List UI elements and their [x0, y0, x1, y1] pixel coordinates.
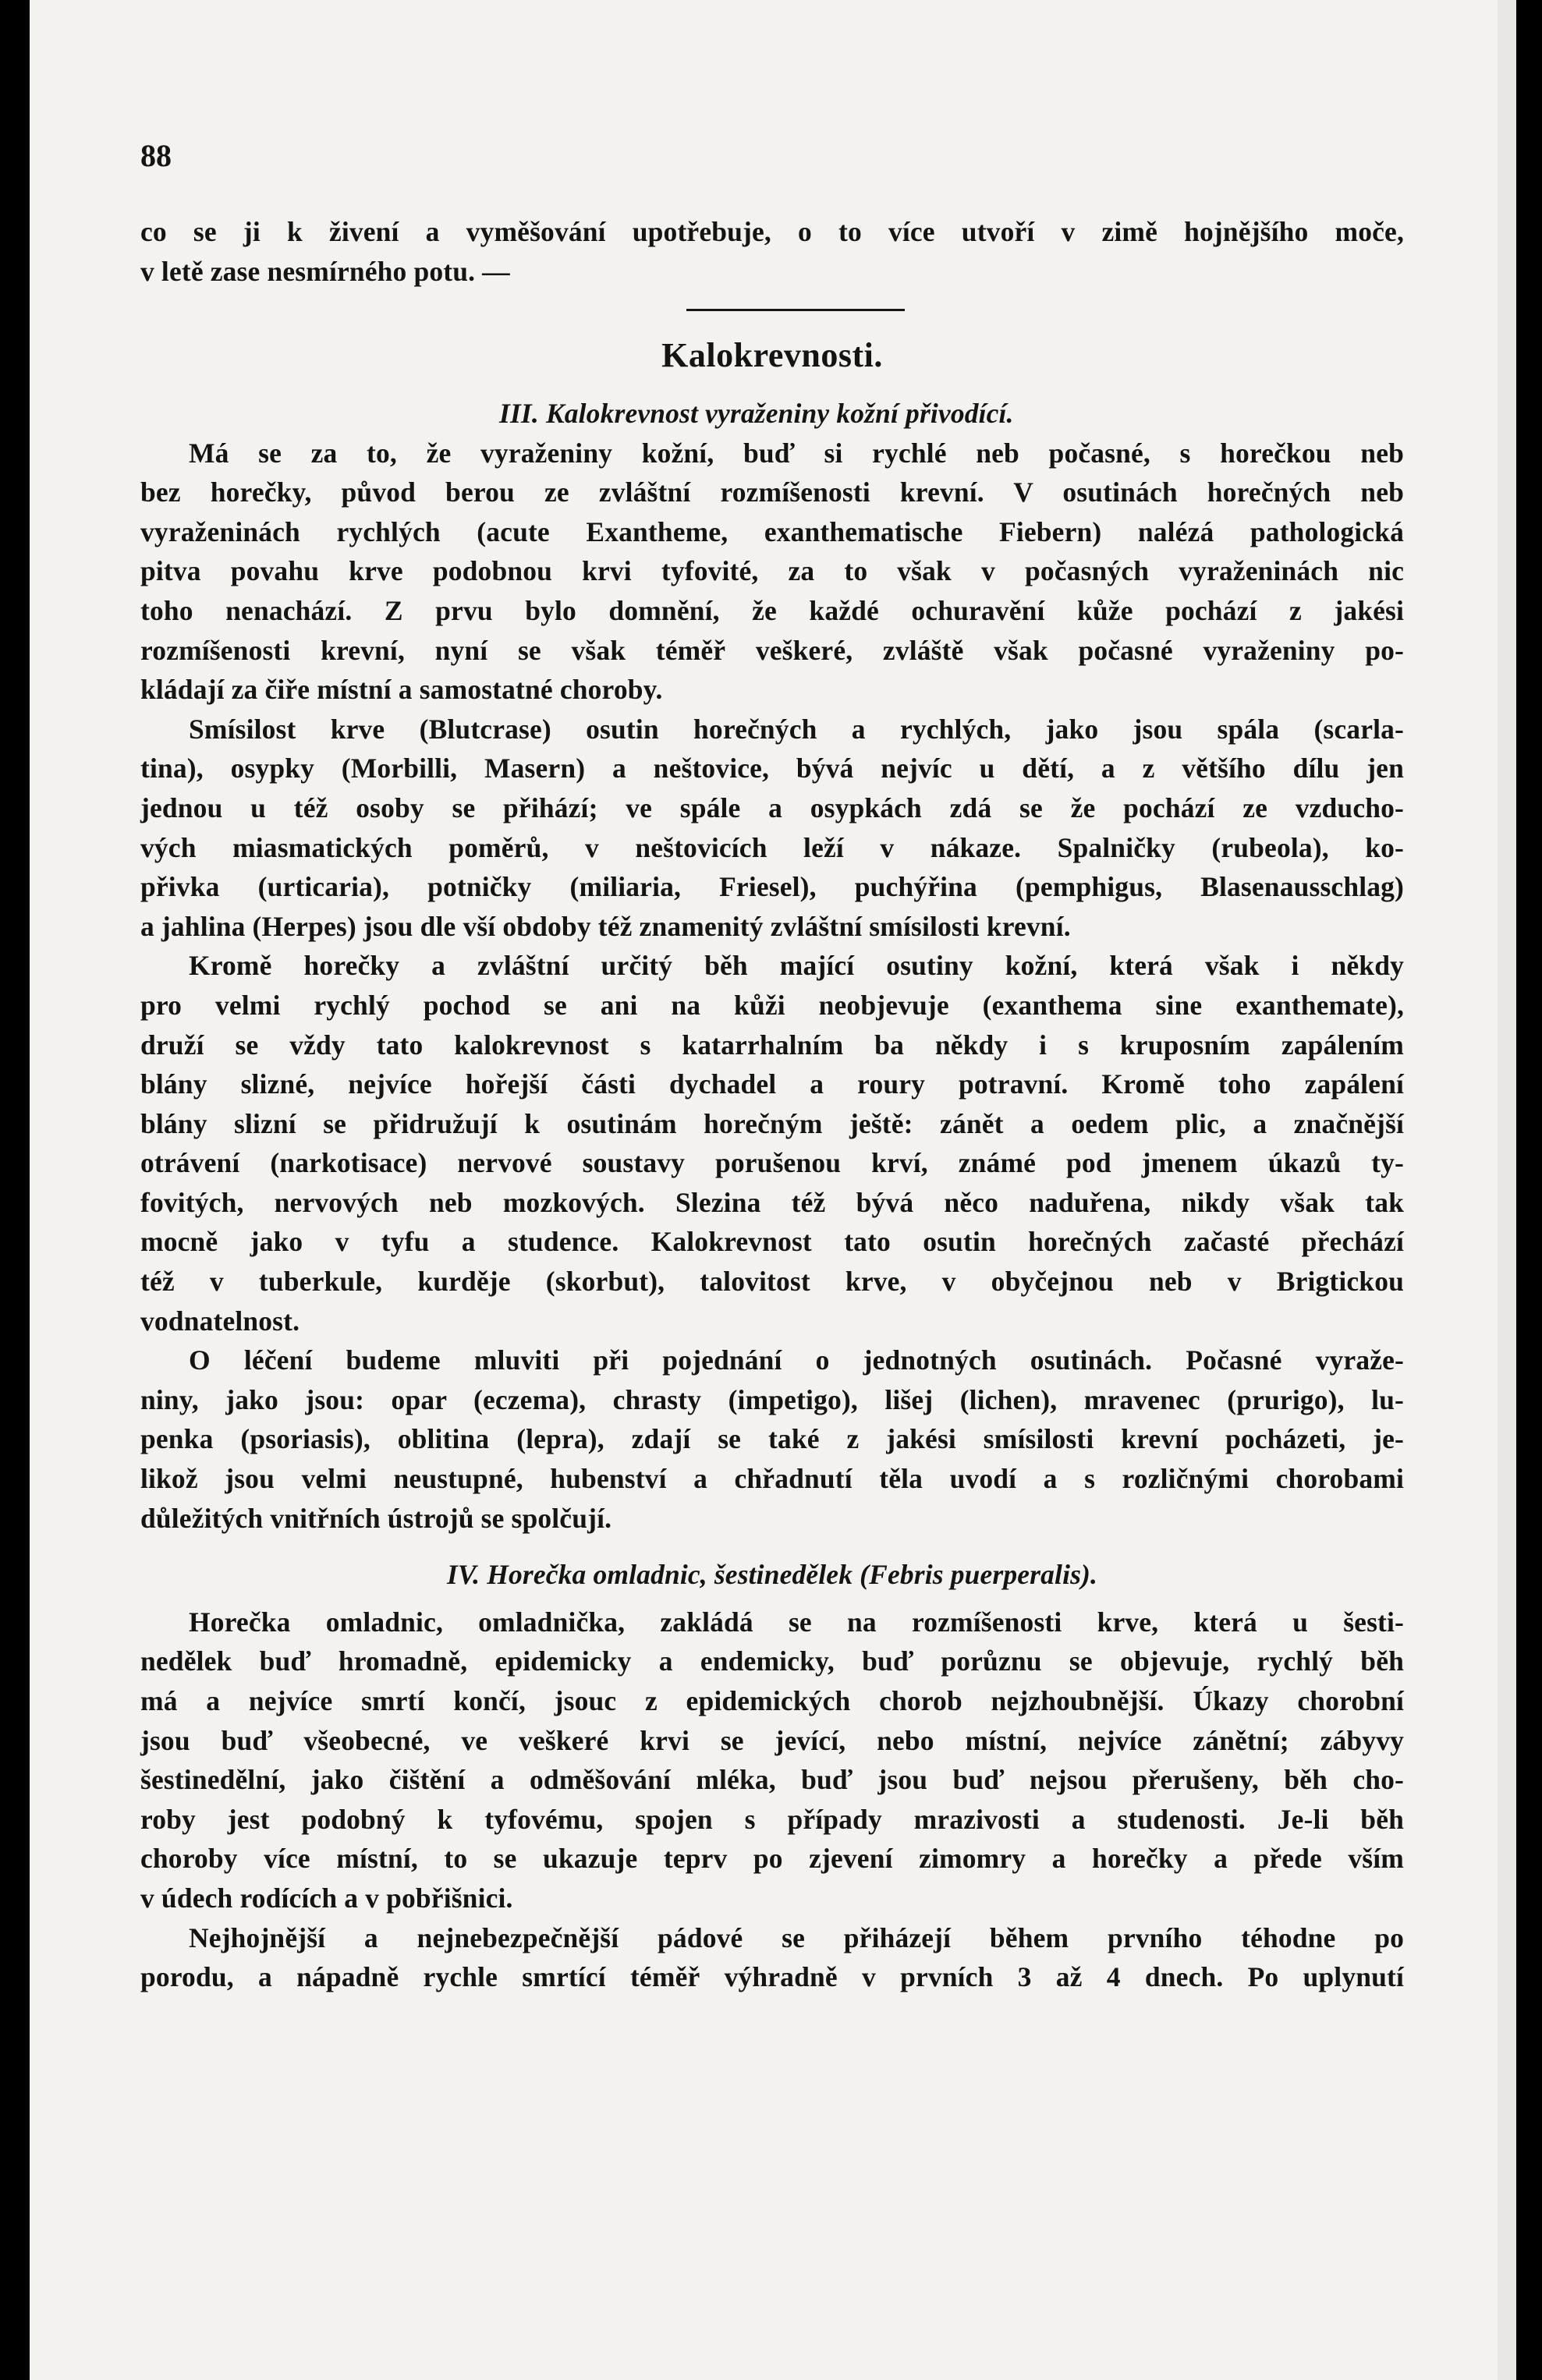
text-line: vodnatelnost.	[140, 1305, 300, 1337]
text-line: porodu, a nápadně rychle smrtící téměř výhradně v prvních 3 až 4 dnech. Po uplynutí	[140, 1961, 1404, 1993]
text-line: roby jest podobný k tyfovému, spojen s případy mrazivosti a studenosti. Je-li běh	[140, 1803, 1404, 1835]
spacer	[140, 1595, 1404, 1603]
text-line: otrávení (narkotisace) nervové soustavy porušenou krví, známé pod jmenem úkazů ty-	[140, 1147, 1404, 1179]
text-line: Kromě horečky a zvláštní určitý běh mající osutiny kožní, která však i někdy	[189, 950, 1404, 982]
text-line: v údech rodících a v pobřišnici.	[140, 1882, 513, 1914]
text-line: pro velmi rychlý pochod se ani na kůži neobjevuje (exanthema sine exanthemate),	[140, 989, 1404, 1021]
text-line: Nejhojnější a nejnebezpečnější pádové se přiházejí během prvního téhodne po	[189, 1921, 1404, 1953]
body-text	[140, 212, 1404, 291]
text-line: tina), osypky (Morbilli, Masern) a neštovice, bývá nejvíc u dětí, a z většího dílu jen	[140, 753, 1404, 784]
text-line: jednou u též osoby se přihází; ve spále a osypkách zdá se že pochází ze vzducho-	[140, 792, 1404, 823]
text-line: likož jsou velmi neustupné, hubenství a chřadnutí těla uvodí a s rozličnými chorobami	[140, 1463, 1404, 1495]
text-line: důležitých vnitřních ústrojů se spolčují.	[140, 1502, 612, 1534]
text-line: v letě zase nesmírného potu. —	[140, 255, 510, 287]
text-line: niny, jako jsou: opar (eczema), chrasty (impetigo), lišej (lichen), mravenec (prurigo), lu-	[140, 1383, 1404, 1415]
chapter-heading: Kalokrevnosti.	[661, 336, 883, 374]
text-line: rozmíšenosti krevní, nyní se však téměř veškeré, zvláště však počasné vyraženiny po-	[140, 634, 1404, 666]
text-line: bez horečky, původ berou ze zvláštní rozmíšenosti krevní. V osutinách horečných neb	[140, 476, 1404, 508]
text-line: též v tuberkule, kurděje (skorbut), talovitost krve, v obyčejnou neb v Brigtickou	[140, 1266, 1404, 1298]
section-title	[140, 394, 1404, 434]
text-line: vých miasmatických poměrů, v neštovicích leží v nákaze. Spalničky (rubeola), ko-	[140, 831, 1404, 863]
section-title-text: IV. Horečka omladnic, šestinedělek (Febris puerperalis).	[446, 1559, 1098, 1591]
section-title	[140, 1555, 1404, 1595]
text-line: má a nejvíce smrtí končí, jsouc z epidemických chorob nejzhoubnější. Úkazy chorobní	[140, 1685, 1404, 1716]
text-line: penka (psoriasis), oblitina (lepra), zdají se také z jakési smísilosti krevní pocházeti, je-	[140, 1423, 1404, 1455]
text-line: blány slizní se přidružují k osutinám horečným ještě: zánět a oedem plic, a značnější	[140, 1107, 1404, 1139]
text-line: pitva povahu krve podobnou krvi tyfovité, za to však v počasných vyraženinách nic	[140, 555, 1404, 587]
text-line: fovitých, nervových neb mozkových. Slezina též bývá něco naduřena, nikdy však tak	[140, 1186, 1404, 1218]
text-line: Horečka omladnic, omladnička, zakládá se na rozmíšenosti krve, která u šesti-	[189, 1606, 1404, 1638]
text-line: blány slizné, nejvíce hořejší části dychadel a roury potravní. Kromě toho zapálení	[140, 1068, 1404, 1100]
spacer	[140, 1538, 1404, 1555]
text-line: a jahlina (Herpes) jsou dle vší obdoby též znamenitý zvláštní smísilosti krevní.	[140, 910, 1071, 942]
text-line: Smísilost krve (Blutcrase) osutin horečných a rychlých, jako jsou spála (scarla-	[189, 713, 1404, 745]
section-title-text: III. Kalokrevnost vyraženiny kožní přivodící.	[499, 398, 1014, 429]
text-line: Má se za to, že vyraženiny kožní, buď si rychlé neb počasné, s horečkou neb	[189, 437, 1404, 469]
text-line: šestinedělní, jako čištění a odměšování mléka, buď jsou buď nejsou přerušeny, běh cho-	[140, 1764, 1404, 1796]
text-line: vyraženinách rychlých (acute Exantheme, exanthematische Fiebern) nalézá pathologická	[140, 515, 1404, 547]
text-line: toho nenachází. Z prvu bylo domnění, že každé ochuravění kůže pochází z jakési	[140, 594, 1404, 626]
page-number: 88	[140, 138, 172, 173]
text-line: jsou buď všeobecné, ve veškeré krvi se jevící, nebo místní, nejvíce zánětní; zábyvy	[140, 1724, 1404, 1756]
page-edge	[1498, 0, 1516, 2380]
text-line: kládají za čiře místní a samostatné choroby.	[140, 674, 663, 706]
text-line: co se ji k živení a vyměšování upotřebuje, o to více utvoří v zimě hojnějšího moče,	[140, 216, 1404, 247]
section-3	[140, 394, 1404, 1997]
separator-rule	[686, 309, 905, 311]
text-line: O léčení budeme mluviti při pojednání o jednotných osutinách. Počasné vyraže-	[189, 1344, 1404, 1376]
text-line: choroby více místní, to se ukazuje teprv po zjevení zimomry a horečky a přede vším	[140, 1843, 1404, 1875]
text-line: mocně jako v tyfu a studence. Kalokrevnost tato osutin horečných začasté přechází	[140, 1226, 1404, 1258]
text-line: přivka (urticaria), potničky (miliaria, Friesel), puchýřina (pemphigus, Blasenausschlag)	[140, 871, 1404, 903]
text-line: nedělek buď hromadně, epidemicky a endemicky, buď porůznu se objevuje, rychlý běh	[140, 1645, 1404, 1677]
text-line: druží se vždy tato kalokrevnost s katarrhalním ba někdy i s kruposním zapálením	[140, 1029, 1404, 1061]
